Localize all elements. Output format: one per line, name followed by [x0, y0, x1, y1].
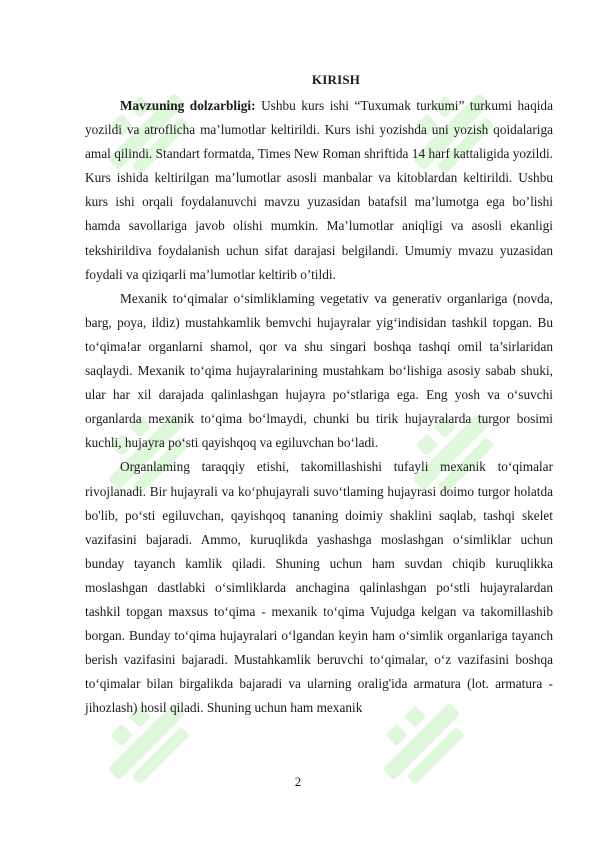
paragraph-organ-development: Organlaming taraqqiy etishi, takomillashishi tufayli mexanik to‘qimalar rivojlanadi. Bir hujayrali va ko‘phujayrali suvo‘tlaming hujayrasi doimo turgor holatda bo'lib, po‘sti egiluvchan, qayishqoq tananing doimiy shaklini saqlab, tashqi skelet vazifasini bajaradi. Ammo, kuruqlikda yashashga moslashgan o‘simliklar uchun bunday tayanch kamlik qiladi. Shuning uchun ham suvdan chiqib kuruqlikka moslashgan dastlabki o‘simliklarda anchagina qalinlashgan po‘stli hujayralardan tashkil topgan maxsus to‘qima - mexanik to‘qima Vujudga kelgan va takomillashib borgan. Bunday to‘qima hujayralari o‘lgandan keyin ham o‘simlik organlariga tayanch berish vazifasini bajaradi. Mustahkamlik beruvchi to‘qimalar, o‘z vazifasini boshqa to‘qimalar bilan birgalikda bajaradi va ularning oralig'ida armatura (lot. armatura - jihozlash) hosil qiladi. Shuning uchun ham mexanik — [85, 459, 553, 716]
section-title: KIRISH — [311, 72, 361, 87]
paragraph-text: Ushbu kurs ishi “Tuxumak turkumi” turkumi haqida yozildi va atroflicha ma’lumotlar keltirildi. Kurs ishi yozishda uni yozish qoidalariga amal qilindi. Standart formatda, Times New Roman shriftida 14 harf kattaligida yozildi. Kurs ishida keltirilgan ma’lumotlar asosli manbalar va kitoblardan keltirildi. Ushbu kurs ishi orqali foydalanuvchi mavzu yuzasidan batafsil ma’lumotga ega bo’lishi hamda savollariga javob olishi mumkin. Ma’lumotlar aniqligi va asosli ekanligi tekshirildiva foydalanish uchun sifat darajasi belgilandi. Umumiy mvazu yuzasidan foydali va qiziqarli ma’lumotlar keltirib o’tildi. — [85, 98, 553, 282]
page-number: 2 — [294, 774, 302, 789]
document-body — [85, 72, 553, 720]
paragraph-relevance — [85, 94, 553, 287]
paragraph-mechanical-tissue: Mexanik to‘qimalar o‘simliklaming vegetativ va generativ organlariga (novda, barg, poya, ildiz) mustahkamlik bemvchi hujayralar yig‘indisidan tashkil topgan. Bu to‘qima!ar organlarni shamol, qor va shu singari boshqa tashqi omil ta’sirlaridan saqlaydi. Mexanik to‘qima hujayralarining mustahkam bo‘lishiga asosiy sabab shuki, ular har xil darajada qalinlashgan hujayra po‘stlariga ega. Eng yosh va o‘suvchi organlarda mexanik to‘qima bo‘lmaydi, chunki bu tirik hujayralarda turgor bosimi kuchli, hujayra po‘sti qayishqoq va egiluvchan bo‘ladi. — [85, 290, 553, 451]
paragraph-lead: Mavzuning dolzarbligi: — [120, 98, 256, 113]
